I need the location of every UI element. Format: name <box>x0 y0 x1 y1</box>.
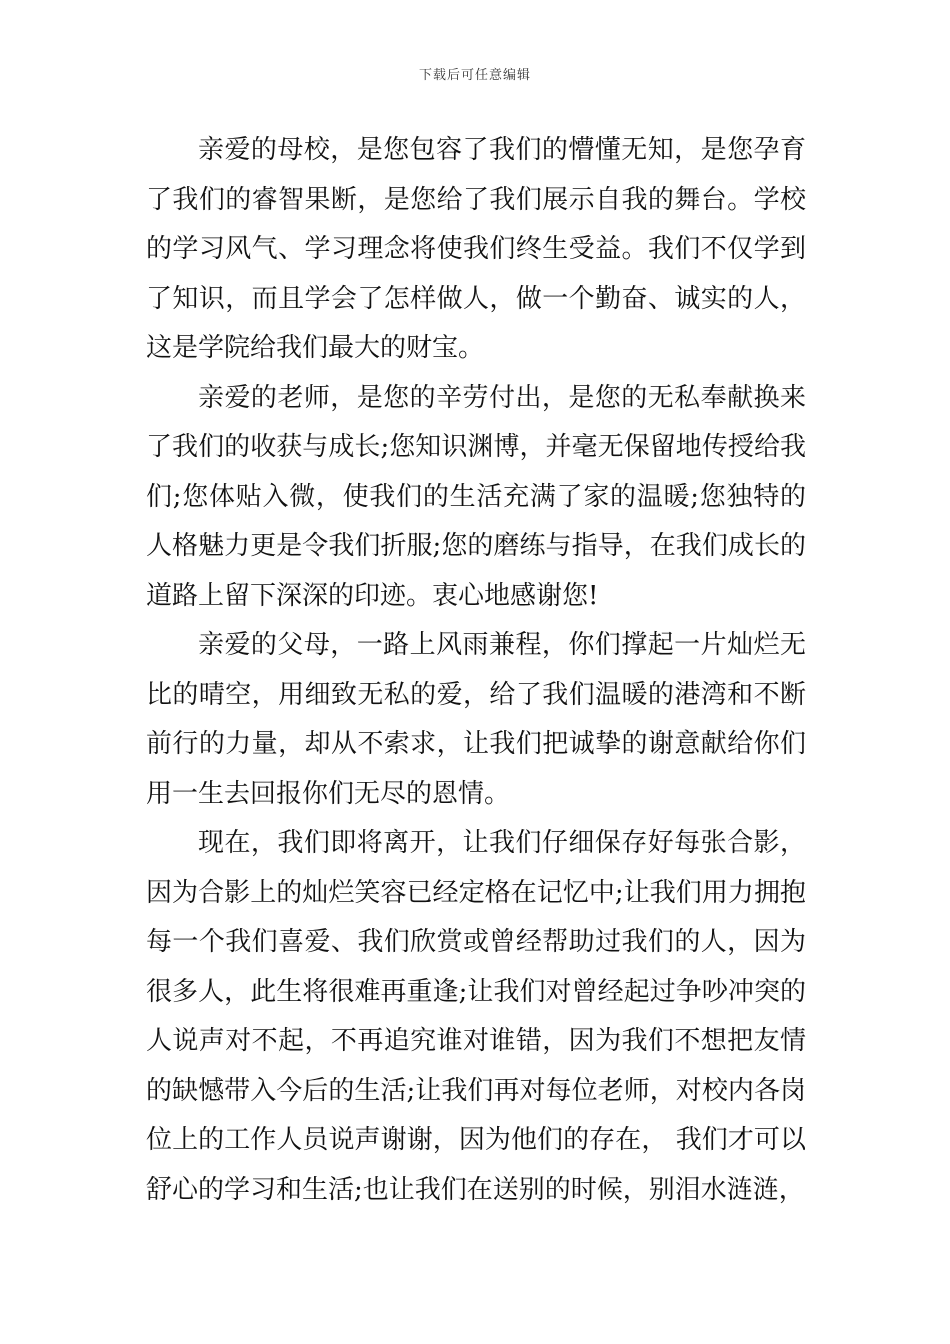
document-body <box>146 126 806 1215</box>
paragraph-alma-mater: 亲爱的母校，是您包容了我们的懵懂无知，是您孕育了我们的睿智果断，是您给了我们展示自我的舞台。学校的学习风气、学习理念将使我们终生受益。我们不仅学到了知识，而且学会了怎样做人，做一个勤奋、诚实的人，这是学院给我们最大的财宝。 <box>146 135 806 363</box>
paragraph-parents: 亲爱的父母，一路上风雨兼程，你们撑起一片灿烂无比的晴空，用细致无私的爱，给了我们温暖的港湾和不断前行的力量，却从不索求，让我们把诚挚的谢意献给你们用一生去回报你们无尽的恩情。 <box>146 630 806 809</box>
paragraph-farewell: 现在，我们即将离开，让我们仔细保存好每张合影，因为合影上的灿烂笑容已经定格在记忆中;让我们用力拥抱每一个我们喜爱、我们欣赏或曾经帮助过我们的人，因为很多人，此生将很难再重逢;让我们对曾经起过争吵冲突的人说声对不起，不再追究谁对谁错，因为我们不想把友情的缺憾带入今后的生活;让我们再对每位老师，对校内各岗位上的工作人员说声谢谢，因为他们的存在， 我们才可以舒心的学习和生活;也让我们在送别的时候，别泪水涟涟， <box>146 828 806 1205</box>
paragraph-teachers: 亲爱的老师，是您的辛劳付出，是您的无私奉献换来了我们的收获与成长;您知识渊博，并毫无保留地传授给我们;您体贴入微，使我们的生活充满了家的温暖;您独特的人格魅力更是令我们折服;您的磨练与指导，在我们成长的道路上留下深深的印迹。衷心地感谢您! <box>146 382 806 611</box>
page-header-note: 下载后可任意编辑 <box>418 68 531 83</box>
